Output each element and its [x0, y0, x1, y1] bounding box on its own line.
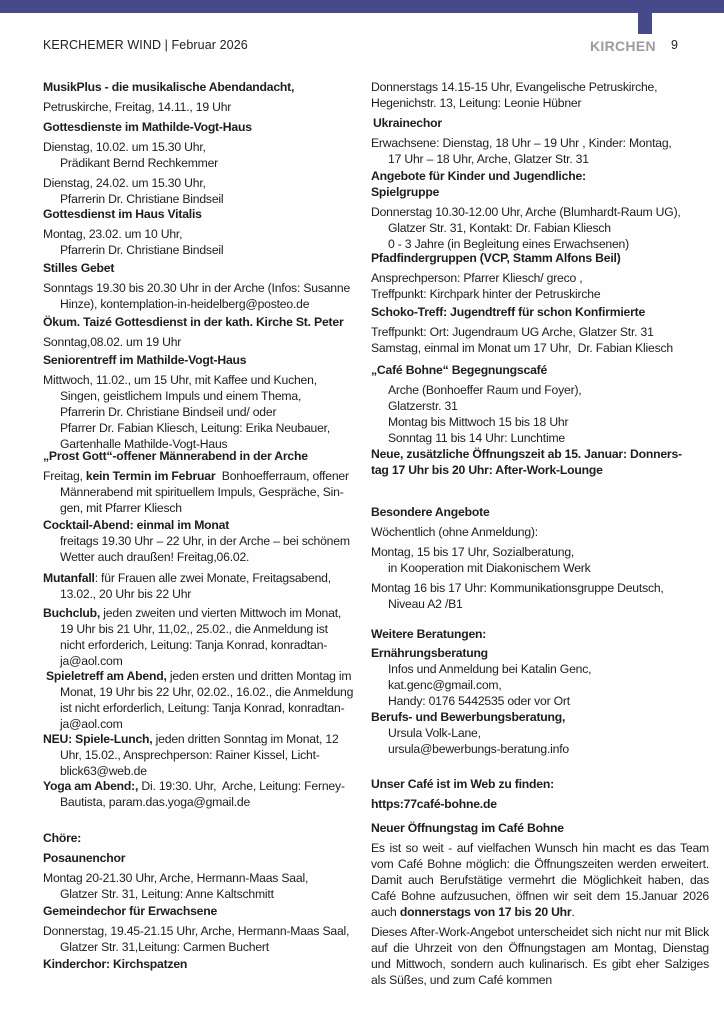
entry-gottesdienste-mvh	[43, 119, 252, 207]
entry-text: Bautista, param.das.yoga@gmail.de	[60, 795, 251, 809]
entry-title: Posaunenchor	[43, 851, 126, 865]
entry-yoga	[43, 778, 345, 810]
entry-text: Wöchentlich (ohne Anmeldung):	[371, 525, 538, 539]
entry-text: Treffpunkt: Kirchpark hinter der Petruskirche	[371, 287, 601, 301]
entry-text: Hinze), kontemplation-in-heidelberg@posteo.de	[60, 297, 310, 311]
entry-mutanfall	[43, 570, 331, 602]
entry-text: 13.02., 20 Uhr bis 22 Uhr	[60, 587, 192, 601]
entry-gemeindechor	[43, 903, 349, 955]
entry-text: Niveau A2 /B1	[388, 597, 463, 611]
entry-spieletreff	[43, 668, 353, 732]
entry-text: ja@aol.com	[60, 654, 123, 668]
entry-title: Buchclub,	[43, 606, 101, 620]
text-run: Bonhoefferraum, offener	[215, 469, 349, 483]
text-run-bold: donnerstags von 17 bis 20 Uhr	[399, 905, 572, 919]
entry-text: Montag 20-21.30 Uhr, Arche, Hermann-Maas Saal,	[43, 871, 309, 885]
entry-title: NEU: Spiele-Lunch,	[43, 732, 153, 746]
text-run: : für Frauen alle zwei Monate, Freitagsabend,	[94, 571, 331, 585]
entry-text: freitags 19.30 Uhr – 22 Uhr, in der Arche – bei schönem	[60, 534, 350, 548]
top-accent-bar	[0, 0, 724, 13]
entry-text: Sonntag,08.02. um 19 Uhr	[43, 335, 182, 349]
entry-text: Pfarrerin Dr. Christiane Bindseil	[60, 243, 224, 257]
entry-ernaehrungsberatung	[371, 645, 591, 709]
entry-text: Ursula Volk-Lane,	[388, 726, 481, 740]
entry-text: Monat, 19 Uhr bis 22 Uhr, 02.02., 16.02., die Anmeldung	[60, 685, 354, 699]
text-run: jeden zweiten und vierten Mittwoch im Monat,	[100, 606, 342, 620]
entry-text: Donnerstags 14.15-15 Uhr, Evangelische Petruskirche,	[371, 80, 658, 94]
entry-text: tag 17 Uhr bis 20 Uhr: After-Work-Lounge	[371, 463, 603, 477]
article-paragraph: Dieses After-Work-Angebot unterscheidet sich nicht nur mit Blick auf die Uhrzeit von den Öffnungstagen am Montag, Dienstag und Mittwoch, sondern auch kulinarisch. Es gibt eher Salziges als Süßes, und zum Café kommen	[371, 925, 709, 987]
entry-text: ursula@bewerbungs-beratung.info	[388, 742, 569, 756]
entry-kinderchor: Kinderchor: Kirchspatzen	[43, 957, 188, 971]
entry-stilles-gebet	[43, 260, 350, 312]
entry-text: 17 Uhr – 18 Uhr, Arche, Glatzer Str. 31	[388, 152, 589, 166]
entry-text: Montag, 15 bis 17 Uhr, Sozialberatung,	[371, 545, 575, 559]
entry-cafe-bohne	[371, 362, 582, 446]
entry-text: kat.genc@gmail.com,	[388, 678, 502, 692]
entry-berufsberatung	[371, 709, 569, 757]
text-run: Freitag,	[43, 469, 86, 483]
entry-text: Infos und Anmeldung bei Katalin Genc,	[388, 662, 592, 676]
entry-text: Treffpunkt: Ort: Jugendraum UG Arche, Glatzer Str. 31	[371, 325, 654, 339]
entry-title: Spieletreff am Abend,	[46, 669, 167, 683]
entry-pfadfinder	[371, 250, 621, 302]
entry-schoko-treff	[371, 304, 673, 356]
text-run: jeden dritten Sonntag im Monat, 12	[152, 732, 339, 746]
entry-text: Donnerstag 10.30-12.00 Uhr, Arche (Blumhardt-Raum UG),	[371, 205, 681, 219]
entry-musikplus	[43, 79, 294, 115]
entry-title: „Prost Gott“-offener Männerabend in der Arche	[43, 449, 308, 463]
entry-text: Arche (Bonhoeffer Raum und Foyer),	[388, 383, 582, 397]
entry-text: 19 Uhr bis 21 Uhr, 11,02,, 25.02., die Anmeldung ist	[60, 622, 328, 636]
entry-seniorentreff	[43, 352, 330, 452]
page-number: 9	[671, 38, 678, 52]
entry-text: Männerabend mit spirituellem Impuls, Gespräche, Sin-	[60, 485, 344, 499]
entry-buchclub	[43, 605, 341, 669]
entry-title: Seniorentreff im Mathilde-Vogt-Haus	[43, 353, 247, 367]
entry-title: Pfadfindergruppen (VCP, Stamm Alfons Beil)	[371, 251, 621, 265]
entry-text: Montag, 23.02. um 10 Uhr,	[43, 227, 183, 241]
entry-text: Donnerstag, 19.45-21.15 Uhr, Arche, Hermann-Maas Saal,	[43, 924, 350, 938]
entry-spiele-lunch	[43, 731, 339, 779]
entry-text: 0 - 3 Jahre (in Begleitung eines Erwachsenen)	[388, 237, 629, 251]
entry-text: Samstag, einmal im Monat um 17 Uhr, Dr. Fabian Kliesch	[371, 341, 673, 355]
entry-text	[43, 731, 339, 747]
entry-title: „Café Bohne“ Begegnungscafé	[371, 363, 548, 377]
entry-text: Glatzer Str. 31, Leitung: Anne Kaltschmitt	[60, 887, 274, 901]
entry-text: nicht erforderich, Leitung: Tanja Konrad, konradtan-	[60, 638, 328, 652]
entry-text: Prädikant Bernd Rechkemmer	[60, 156, 219, 170]
entry-title: Schoko-Treff: Jugendtreff für schon Konfirmierte	[371, 305, 646, 319]
entry-besondere-angebote	[371, 504, 664, 612]
entry-title: Angebote für Kinder und Jugendliche:	[371, 169, 586, 183]
entry-text: Mittwoch, 11.02., um 15 Uhr, mit Kaffee und Kuchen,	[43, 373, 317, 387]
entry-text: ja@aol.com	[60, 717, 123, 731]
entry-title: Mutanfall	[43, 571, 95, 585]
entry-text: ist nicht erforderlich, Leitung: Tanja Konrad, konradtan-	[60, 701, 345, 715]
article-title: Neuer Öffnungstag im Café Bohne	[371, 821, 564, 835]
entry-text: Montag 16 bis 17 Uhr: Kommunikationsgruppe Deutsch,	[371, 581, 664, 595]
notice-neue-oeffnungszeit	[371, 446, 682, 478]
entry-text: Erwachsene: Dienstag, 18 Uhr – 19 Uhr , Kinder: Montag,	[371, 136, 672, 150]
entry-text: Glatzer Str. 31,Leitung: Carmen Buchert	[60, 940, 269, 954]
section-title: KIRCHEN	[590, 38, 656, 54]
entry-text: Wetter auch draußen! Freitag,06.02.	[60, 550, 250, 564]
entry-text: gen, mit Pfarrer Kliesch	[60, 501, 182, 515]
entry-title: Ernährungsberatung	[371, 646, 488, 660]
text-run: Es ist so weit - auf vielfachen Wunsch hin macht es das Team vom Café Bohne möglich: die Öffnungszeiten werden erweitert. Damit auch Berufstätige vermehrt die Möglichkeit haben, das Café Bohne aufzusuchen, öffnen wir seit dem 15.Januar 2026 auch	[371, 841, 709, 919]
entry-gottesdienst-vitalis	[43, 206, 223, 258]
entry-title: Yoga am Abend:,	[43, 779, 139, 793]
entry-title: Ukrainechor	[373, 116, 442, 130]
entry-cocktail-abend	[43, 517, 350, 565]
entry-text: in Kooperation mit Diakonischem Werk	[388, 561, 591, 575]
entry-text: Sonntags 19.30 bis 20.30 Uhr in der Arche (Infos: Susanne	[43, 281, 351, 295]
entry-posaunenchor	[43, 850, 308, 902]
web-link[interactable]: https:77café-bohne.de	[371, 797, 497, 811]
article-paragraph	[371, 840, 709, 920]
entry-text: Glatzer Str. 31, Kontakt: Dr. Fabian Kliesch	[388, 221, 611, 235]
entry-title: Berufs- und Bewerbungsberatung,	[371, 710, 566, 724]
entry-text: Montag bis Mittwoch 15 bis 18 Uhr	[388, 415, 569, 429]
entry-text	[43, 468, 349, 484]
entry-title: Gottesdienste im Mathilde-Vogt-Haus	[43, 120, 252, 134]
entry-text	[43, 605, 341, 621]
entry-text: Dienstag, 24.02. um 15.30 Uhr,	[43, 176, 206, 190]
entry-text: Petruskirche, Freitag, 14.11., 19 Uhr	[43, 100, 232, 114]
entry-text	[43, 668, 353, 684]
entry-text: Neue, zusätzliche Öffnungszeit ab 15. Januar: Donners-	[371, 447, 682, 461]
entry-title: MusikPlus - die musikalische Abendandacht,	[43, 80, 295, 94]
entry-title: Cocktail-Abend: einmal im Monat	[43, 518, 230, 532]
entry-title: Stilles Gebet	[43, 261, 115, 275]
entry-text	[43, 778, 345, 794]
heading-weitere-beratungen: Weitere Beratungen:	[371, 627, 487, 641]
entry-text: Gartenhalle Mathilde-Vogt-Haus	[60, 437, 228, 451]
entry-ukrainechor	[371, 115, 672, 167]
entry-text	[43, 570, 331, 586]
entry-text: Glatzerstr. 31	[388, 399, 458, 413]
entry-text: Sonntag 11 bis 14 Uhr: Lunchtime	[388, 431, 565, 445]
entry-text: Dienstag, 10.02. um 15.30 Uhr,	[43, 140, 206, 154]
text-run: jeden ersten und dritten Montag im	[166, 669, 352, 683]
entry-text: Pfarrerin Dr. Christiane Bindseil	[60, 192, 224, 206]
entry-subtitle: Spielgruppe	[371, 185, 440, 199]
entry-text: Ansprechperson: Pfarrer Kliesch/ greco ,	[371, 271, 583, 285]
entry-web	[371, 776, 554, 812]
entry-text: Pfarrer Dr. Fabian Kliesch, Leitung: Erika Neubauer,	[60, 421, 331, 435]
entry-title: Unser Café ist im Web zu finden:	[371, 777, 554, 791]
entry-text: Hegenichstr. 13, Leitung: Leonie Hübner	[371, 96, 582, 110]
heading-choere: Chöre:	[43, 831, 82, 845]
entry-text: Handy: 0176 5442535 oder vor Ort	[388, 694, 570, 708]
entry-title: Gemeindechor für Erwachsene	[43, 904, 218, 918]
entry-taize	[43, 314, 344, 350]
entry-title: Ökum. Taizé Gottesdienst in der kath. Kirche St. Peter	[43, 315, 344, 329]
entry-angebote-kinder	[371, 168, 681, 252]
entry-text: Uhr, 15.02., Ansprechperson: Rainer Kissel, Licht-	[60, 748, 320, 762]
publication-header: KERCHEMER WIND | Februar 2026	[43, 38, 248, 52]
entry-prost-gott	[43, 448, 349, 516]
entry-text: blick63@web.de	[60, 764, 147, 778]
section-tab-marker	[638, 0, 652, 34]
entry-text: Singen, geistlichem Impuls und einem Thema,	[60, 389, 302, 403]
article-neuer-oeffnungstag	[371, 820, 709, 988]
entry-title: Gottesdienst im Haus Vitalis	[43, 207, 202, 221]
text-run: .	[571, 905, 575, 919]
entry-kinderchor-details	[371, 79, 657, 111]
text-run: Di. 19:30. Uhr, Arche, Leitung: Ferney-	[138, 779, 345, 793]
entry-text: Pfarrerin Dr. Christiane Bindseil und/ oder	[60, 405, 277, 419]
text-run-bold: kein Termin im Februar	[85, 469, 216, 483]
entry-title: Besondere Angebote	[371, 505, 490, 519]
